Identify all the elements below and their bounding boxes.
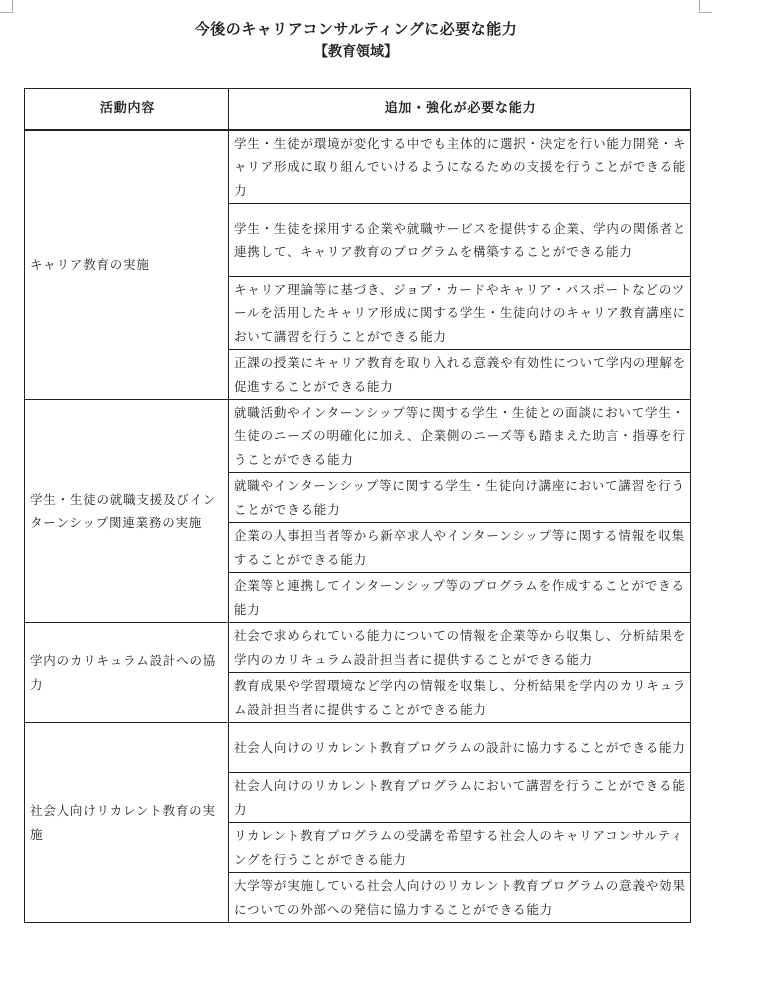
ability-cell: 学生・生徒を採用する企業や就職サービスを提供する企業、学内の関係者と連携して、キャリア教育のプログラムを構築することができる能力 <box>229 204 691 277</box>
ability-cell: 企業等と連携してインターンシップ等のプログラムを作成することができる能力 <box>229 573 691 623</box>
ability-cell: 正課の授業にキャリア教育を取り入れる意義や有効性について学内の理解を促進することができる能力 <box>229 350 691 400</box>
activity-cell: 社会人向けリカレント教育の実施 <box>25 723 229 923</box>
table-row <box>25 130 691 204</box>
ability-cell: 企業の人事担当者等から新卒求人やインターンシップ等に関する情報を収集することができる能力 <box>229 523 691 573</box>
page-corner-mark-left <box>0 0 13 13</box>
header-activity: 活動内容 <box>25 89 229 131</box>
ability-cell: 社会人向けのリカレント教育プログラムの設計に協力することができる能力 <box>229 723 691 773</box>
ability-cell: 就職やインターンシップ等に関する学生・生徒向け講座において講習を行うことができる能力 <box>229 473 691 523</box>
ability-cell: 学生・生徒が環境が変化する中でも主体的に選択・決定を行い能力開発・キャリア形成に取り組んでいけるようになるための支援を行うことができる能力 <box>229 130 691 204</box>
ability-cell: 教育成果や学習環境など学内の情報を収集し、分析結果を学内のカリキュラム設計担当者に提供することができる能力 <box>229 673 691 723</box>
activity-cell: 学生・生徒の就職支援及びインターンシップ関連業務の実施 <box>25 400 229 623</box>
title-block <box>0 17 712 63</box>
table-row <box>25 400 691 473</box>
ability-cell: 社会で求められている能力についての情報を企業等から収集し、分析結果を学内のカリキュラム設計担当者に提供することができる能力 <box>229 623 691 673</box>
document-subtitle: 【教育領域】 <box>314 44 398 60</box>
table-row <box>25 723 691 773</box>
page-corner-mark-right <box>699 0 712 13</box>
ability-cell: リカレント教育プログラムの受講を希望する社会人のキャリアコンサルティングを行うことができる能力 <box>229 823 691 873</box>
ability-table <box>24 88 691 923</box>
header-ability: 追加・強化が必要な能力 <box>229 89 691 131</box>
table-row <box>25 623 691 673</box>
ability-cell: 就職活動やインターンシップ等に関する学生・生徒との面談において学生・生徒のニーズの明確化に加え、企業側のニーズ等も踏まえた助言・指導を行うことができる能力 <box>229 400 691 473</box>
activity-cell: 学内のカリキュラム設計への協力 <box>25 623 229 723</box>
ability-cell: 大学等が実施している社会人向けのリカレント教育プログラムの意義や効果についての外部への発信に協力することができる能力 <box>229 873 691 923</box>
activity-cell: キャリア教育の実施 <box>25 130 229 400</box>
document-title: 今後のキャリアコンサルティングに必要な能力 <box>194 20 518 38</box>
ability-cell: キャリア理論等に基づき、ジョブ・カードやキャリア・パスポートなどのツールを活用したキャリア形成に関する学生・生徒向けのキャリア教育講座において講習を行うことができる能力 <box>229 277 691 350</box>
table-header-row <box>25 89 691 131</box>
ability-cell: 社会人向けのリカレント教育プログラムにおいて講習を行うことができる能力 <box>229 773 691 823</box>
